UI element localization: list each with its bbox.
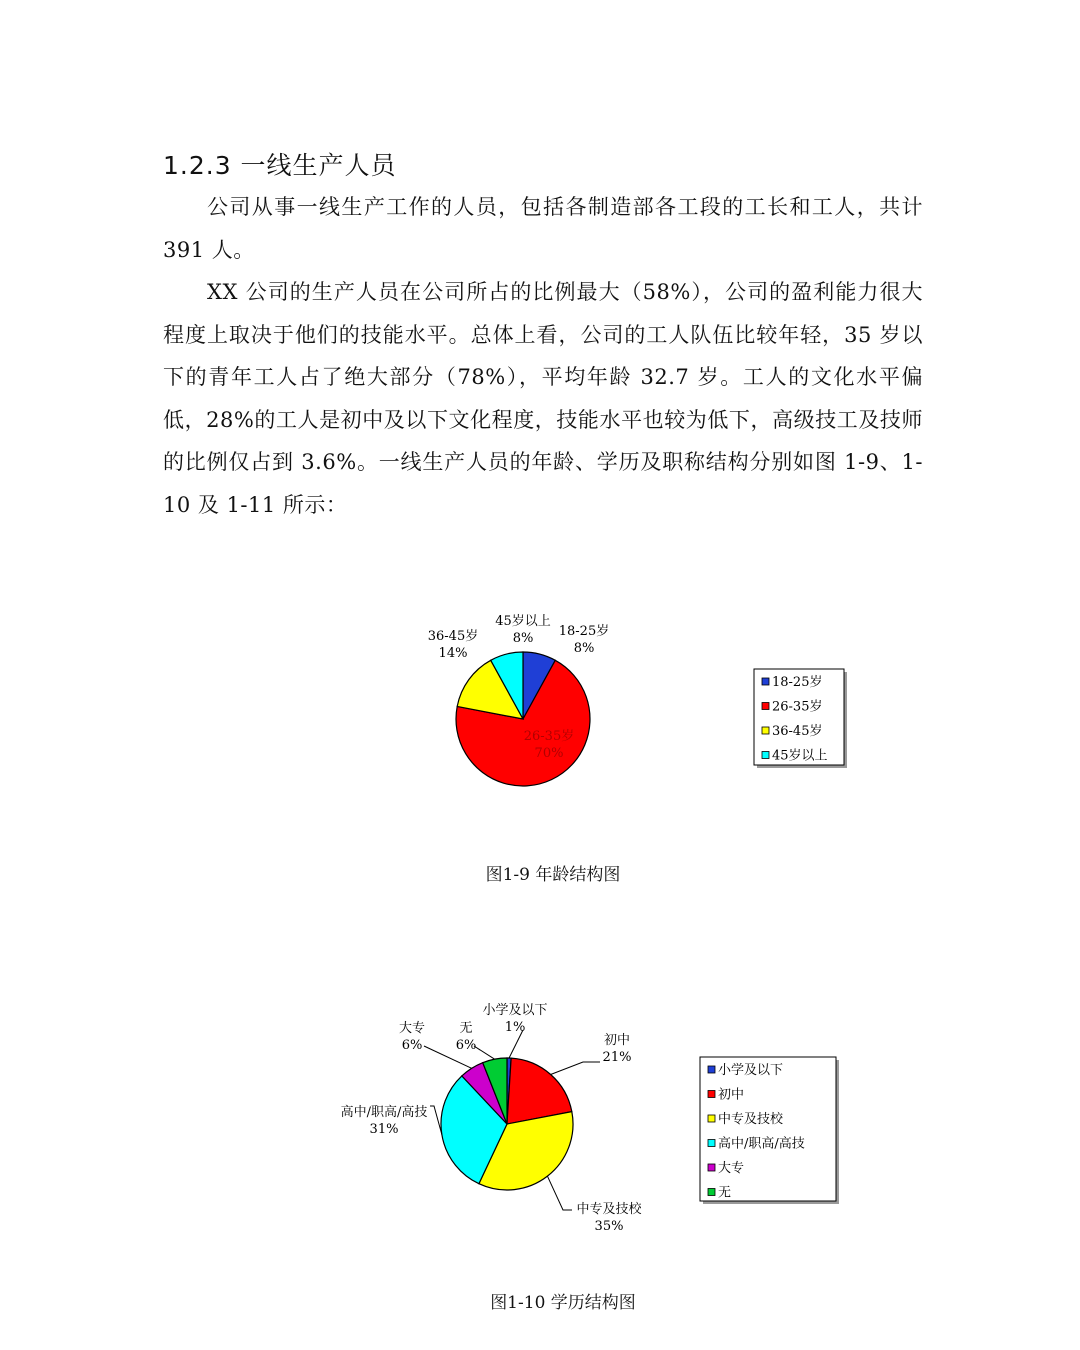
- legend-swatch-无: [708, 1189, 715, 1196]
- age-structure-chart: [0, 600, 1080, 800]
- legend-swatch-45岁以上: [762, 752, 769, 759]
- paragraph-1: 公司从事一线生产工作的人员，包括各制造部各工段的工长和工人，共计 391 人。: [163, 195, 923, 262]
- legend-label-中专及技校: 中专及技校: [718, 1112, 784, 1127]
- slice-value-45岁以上: 8%: [512, 631, 534, 646]
- legend-swatch-26-35岁: [762, 703, 769, 710]
- education-structure-chart: [0, 996, 1080, 1246]
- legend-label-无: 无: [718, 1185, 732, 1201]
- slice-value-小学及以下: 1%: [504, 1020, 526, 1035]
- leader-line-高中-职高-高技: [430, 1106, 442, 1134]
- slice-label-大专: 大专: [398, 1021, 426, 1036]
- legend-swatch-18-25岁: [762, 678, 769, 685]
- paragraph-2: XX 公司的生产人员在公司所占的比例最大（58%），公司的盈利能力很大程度上取决于他们的技能水平。总体上看，公司的工人队伍比较年轻，35 岁以下的青年工人占了绝大部分（78%），平均年龄 32.7 岁。工人的文化水平偏低，28%的工人是初中及以下文化程度，技能水平也较为低下，高级技工及技师的比例仅占到 3.6%。一线生产人员的年龄、学历及职称结构分别如图 1-9、1-10 及 1-11 所示：: [163, 280, 923, 517]
- legend-label-18-25岁: 18-25岁: [772, 675, 823, 690]
- slice-label-无: 无: [459, 1021, 473, 1036]
- slice-label-中专及技校: 中专及技校: [576, 1202, 642, 1217]
- legend-swatch-中专及技校: [708, 1115, 715, 1122]
- slice-value-初中: 21%: [602, 1050, 632, 1065]
- legend-box: [700, 1057, 836, 1201]
- age-chart-caption: 图1-9 年龄结构图: [485, 865, 621, 885]
- slice-value-无: 6%: [455, 1038, 477, 1053]
- legend-label-初中: 初中: [718, 1087, 745, 1103]
- legend-label-26-35岁: 26-35岁: [772, 699, 823, 715]
- slice-label-初中: 初中: [603, 1033, 631, 1048]
- legend-swatch-高中-职高-高技: [708, 1140, 715, 1147]
- slice-label-小学及以下: 小学及以下: [482, 1003, 548, 1018]
- slice-value-中专及技校: 35%: [594, 1219, 624, 1234]
- slice-label-26-35岁: 26-35岁: [523, 729, 575, 744]
- legend-label-36-45岁: 36-45岁: [772, 724, 823, 739]
- leader-line-初中: [551, 1062, 600, 1074]
- slice-value-26-35岁: 70%: [534, 746, 564, 761]
- slice-label-18-25岁: 18-25岁: [558, 624, 610, 639]
- legend-swatch-36-45岁: [762, 727, 769, 734]
- slice-label-36-45岁: 36-45岁: [427, 629, 479, 644]
- slice-label-高中-职高-高技: 高中/职高/高技: [340, 1105, 428, 1120]
- slice-value-大专: 6%: [401, 1038, 423, 1053]
- leader-line-中专及技校: [547, 1176, 572, 1210]
- section-heading: 1.2.3 一线生产人员: [163, 151, 397, 180]
- education-chart-caption: 图1-10 学历结构图: [490, 1293, 636, 1313]
- legend-label-45岁以上: 45岁以上: [772, 748, 828, 764]
- slice-value-高中-职高-高技: 31%: [369, 1122, 399, 1137]
- slice-label-45岁以上: 45岁以上: [495, 614, 551, 629]
- slice-value-36-45岁: 14%: [438, 646, 468, 661]
- legend-swatch-小学及以下: [708, 1066, 715, 1073]
- slice-value-18-25岁: 8%: [573, 641, 595, 656]
- legend-swatch-大专: [708, 1164, 715, 1171]
- legend-label-小学及以下: 小学及以下: [718, 1063, 784, 1078]
- legend-label-高中-职高-高技: 高中/职高/高技: [718, 1136, 805, 1152]
- leader-line-无: [474, 1046, 495, 1059]
- legend-swatch-初中: [708, 1091, 715, 1098]
- legend-label-大专: 大专: [718, 1161, 745, 1176]
